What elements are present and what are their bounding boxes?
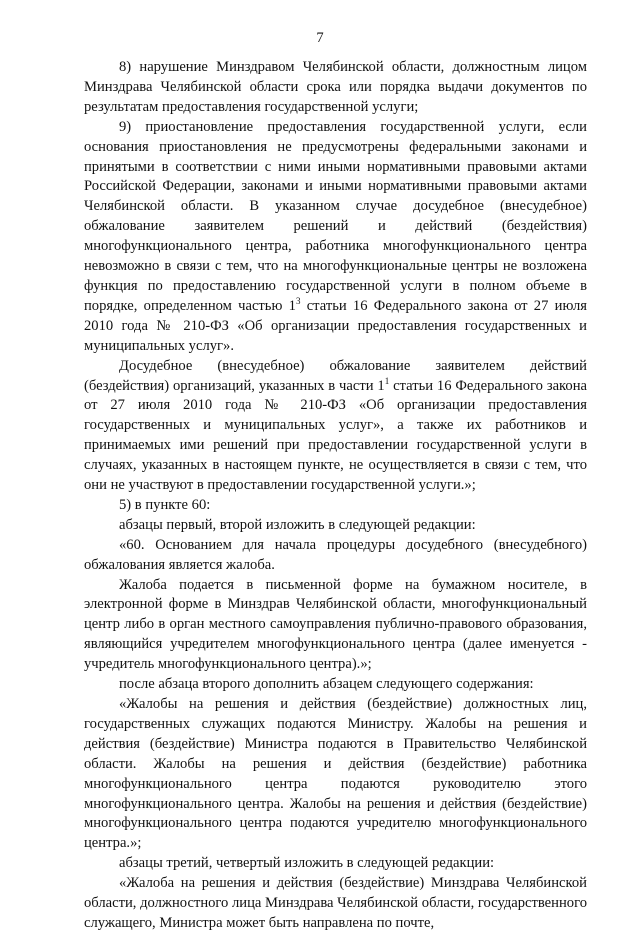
paragraph <box>84 576 587 676</box>
paragraph <box>84 516 587 536</box>
paragraph-text: абзацы первый, второй изложить в следующей редакции: <box>119 516 476 533</box>
paragraph <box>84 536 587 576</box>
paragraph-text: 8) нарушение Минздравом Челябинской области, должностным лицом Минздрава Челябинской области срока или порядка выдачи документов по результатам предоставления государственной услуги; <box>84 59 587 115</box>
page-number: 7 <box>316 30 324 46</box>
paragraph <box>84 118 587 357</box>
paragraph <box>84 695 587 854</box>
paragraph <box>84 874 587 934</box>
paragraph <box>84 357 587 496</box>
paragraph <box>84 496 587 516</box>
paragraph-text: Жалоба подается в письменной форме на бумажном носителе, в электронной форме в Минздрав Челябинской области, многофункциональный центр либо в орган местного самоуправления публично-правового образования, являющийся учредителем многофункционального центра (далее именуется - учредитель многофункционального центра).»; <box>84 576 587 673</box>
paragraph-text: Досудебное (внесудебное) обжалование заявителем действий (бездействия) организаций, указанных в части 1 <box>84 357 587 394</box>
document-body <box>84 58 587 934</box>
paragraph-text: «Жалоба на решения и действия (бездействие) Минздрава Челябинской области, должностного лица Минздрава Челябинской области, государственного служащего, Министра может быть направлена по почте, <box>84 875 587 931</box>
paragraph <box>84 58 587 118</box>
paragraph <box>84 675 587 695</box>
paragraph-text: «Жалобы на решения и действия (бездействие) должностных лиц, государственных служащих подаются Министру. Жалобы на решения и действия (бездействие) Министра подаются в Правительство Челябинской области. Жалобы на решения и действия (бездействие) работника многофункционального центра подаются руководителю этого многофункционального центра. Жалобы на решения и действия (бездействие) многофункционального центра подаются учредителю многофункционального центра.»; <box>84 696 587 852</box>
paragraph-text: абзацы третий, четвертый изложить в следующей редакции: <box>119 855 495 872</box>
superscript-reference: 3 <box>295 295 301 306</box>
paragraph-text: статьи 16 Федерального закона от 27 июля 2010 года № 210-ФЗ «Об организации предоставления государственных и муниципальных услуг». <box>84 297 588 354</box>
paragraph-text: 9) приостановление предоставления государственной услуги, если основания приостановления не предусмотрены федеральными законами и принятыми в соответствии с ними иными нормативными правовыми актами Российской Федерации, законами и иными нормативными правовыми актами Челябинской области. В указанном случае досудебное (внесудебное) обжалование заявителем решений и действий (бездействия) многофункционального центра, работника многофункционального центра невозможно в связи с тем, что на многофункциональные центры не возложена функция по предоставлению государственной услуги в полном объеме в порядке, определенном частью 1 <box>84 118 587 314</box>
paragraph-text: 5) в пункте 60: <box>119 496 211 513</box>
superscript-reference: 1 <box>384 375 390 386</box>
paragraph-text: статьи 16 Федерального закона от 27 июля 2010 года № 210-ФЗ «Об организации предоставления государственных и муниципальных услуг», а также их работников и принимаемых ими решений при предоставлении государственной услуги в случаях, указанных в настоящем пункте, не осуществляется в связи с тем, что они не участвуют в предоставлении государственной услуги.»; <box>84 377 587 494</box>
paragraph <box>84 854 587 874</box>
paragraph-text: после абзаца второго дополнить абзацем следующего содержания: <box>119 676 534 693</box>
paragraph-text: «60. Основанием для начала процедуры досудебного (внесудебного) обжалования является жалоба. <box>84 536 587 573</box>
